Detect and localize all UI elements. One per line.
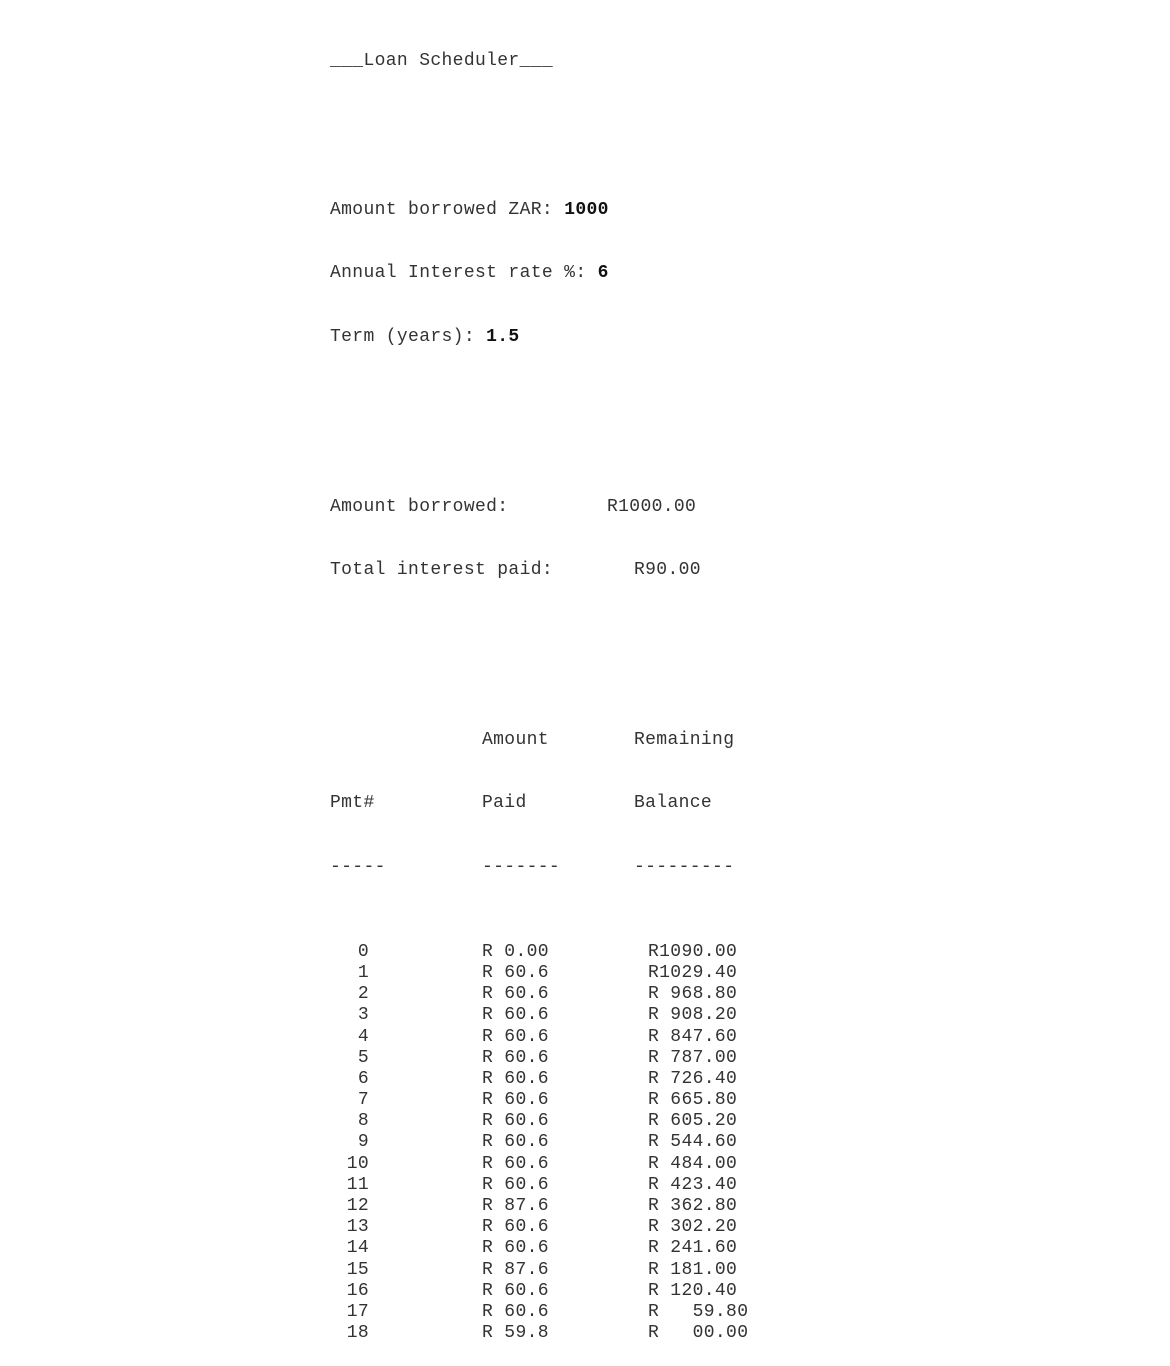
summary-interest-label: Total interest paid: [330,560,554,581]
row-remaining-balance: R 484.00 [648,1153,738,1174]
row-remaining-balance: R 120.40 [648,1280,738,1301]
row-remaining-balance: R 362.80 [648,1196,738,1216]
row-amount-paid: R 0.00 [482,941,549,962]
table-divider [330,857,748,878]
table-header-bottom [330,793,748,814]
row-pmt-number: 1 [357,962,369,983]
summary-borrowed-value: R1000.00 [607,496,697,517]
row-remaining-balance: R 59.80 [648,1301,749,1322]
row-remaining-balance: R 665.80 [648,1090,738,1111]
header-pmt: Pmt# [330,793,375,814]
table-row [330,963,748,984]
table-row [330,1196,748,1217]
input-rate-label: Annual Interest rate %: [330,263,598,284]
table-row [330,1111,748,1132]
spacer [330,645,748,666]
row-pmt-number: 16 [346,1280,369,1301]
row-amount-paid: R 60.6 [482,1047,549,1068]
divider-pmt: ----- [330,856,386,877]
header-balance-bottom: Balance [634,793,713,814]
input-amount-label: Amount borrowed ZAR: [330,199,565,220]
row-amount-paid: R 60.6 [482,1090,549,1111]
row-remaining-balance: R 726.40 [648,1068,738,1089]
table-row [330,1217,748,1238]
row-remaining-balance: R1090.00 [648,941,738,962]
row-pmt-number: 3 [357,1005,369,1026]
row-remaining-balance: R 908.20 [648,1005,738,1026]
row-pmt-number: 17 [346,1301,369,1322]
row-amount-paid: R 60.6 [482,1132,549,1153]
row-pmt-number: 6 [357,1068,369,1089]
table-row [330,1048,748,1069]
app-title-line [330,51,748,72]
row-pmt-number: 4 [357,1026,369,1047]
row-pmt-number: 15 [346,1259,369,1280]
row-remaining-balance: R 544.60 [648,1132,738,1153]
table-row [330,1090,748,1111]
header-amount-bottom: Paid [482,793,527,814]
divider-amount: ------- [482,856,561,877]
row-amount-paid: R 60.6 [482,1238,549,1259]
summary-interest-line [330,560,748,581]
row-amount-paid: R 60.6 [482,1068,549,1089]
row-amount-paid: R 60.6 [482,1005,549,1026]
input-term-line [330,327,748,348]
row-pmt-number: 11 [346,1174,369,1195]
row-amount-paid: R 60.6 [482,962,549,983]
summary-borrowed-label: Amount borrowed: [330,496,509,517]
row-pmt-number: 5 [357,1047,369,1068]
row-remaining-balance: R 241.60 [648,1238,738,1259]
row-remaining-balance: R 181.00 [648,1259,738,1280]
row-amount-paid: R 87.6 [482,1259,549,1280]
row-amount-paid: R 60.6 [482,984,549,1005]
table-row [330,942,748,963]
row-remaining-balance: R 968.80 [648,984,738,1005]
row-pmt-number: 14 [346,1238,369,1259]
input-term-label: Term (years): [330,326,487,347]
table-row [330,1260,748,1281]
row-pmt-number: 8 [357,1111,369,1132]
spacer [330,412,748,433]
header-amount-top: Amount [482,729,549,750]
console-output [330,9,748,1366]
row-amount-paid: R 60.6 [482,1280,549,1301]
spacer [330,115,748,136]
row-remaining-balance: R 847.60 [648,1026,738,1047]
row-amount-paid: R 60.6 [482,1111,549,1132]
row-pmt-number: 12 [346,1196,369,1216]
app-title: ___Loan Scheduler___ [330,51,554,72]
row-pmt-number: 18 [346,1323,369,1344]
row-remaining-balance: R1029.40 [648,962,738,983]
table-row [330,1281,748,1302]
row-amount-paid: R 59.8 [482,1323,549,1344]
divider-balance: --------- [634,856,735,877]
input-rate-value: 6 [597,263,609,284]
row-remaining-balance: R 605.20 [648,1111,738,1132]
row-amount-paid: R 60.6 [482,1174,549,1195]
row-remaining-balance: R 787.00 [648,1047,738,1068]
row-pmt-number: 13 [346,1217,369,1238]
row-remaining-balance: R 00.00 [648,1323,749,1344]
summary-interest-value: R90.00 [634,560,701,581]
row-amount-paid: R 60.6 [482,1026,549,1047]
row-pmt-number: 10 [346,1153,369,1174]
table-row [330,1302,748,1323]
table-row [330,1175,748,1196]
row-pmt-number: 2 [357,984,369,1005]
input-amount-line [330,200,748,221]
header-balance-top: Remaining [634,729,735,750]
row-pmt-number: 0 [357,941,369,962]
table-row [330,1069,748,1090]
table-row [330,984,748,1005]
table-row [330,1323,748,1344]
row-pmt-number: 7 [357,1090,369,1111]
row-remaining-balance: R 302.20 [648,1217,738,1238]
summary-borrowed-line [330,497,748,518]
row-amount-paid: R 60.6 [482,1217,549,1238]
input-amount-value: 1000 [564,199,609,220]
row-pmt-number: 9 [357,1132,369,1153]
row-amount-paid: R 60.6 [482,1153,549,1174]
table-row [330,1132,748,1153]
table-row [330,1238,748,1259]
row-remaining-balance: R 423.40 [648,1174,738,1195]
table-header-top [330,730,748,751]
row-amount-paid: R 60.6 [482,1301,549,1322]
table-row [330,1027,748,1048]
table-row [330,1005,748,1026]
input-term-value: 1.5 [486,326,520,347]
schedule-rows [330,942,748,1345]
input-rate-line [330,263,748,284]
table-row [330,1154,748,1175]
row-amount-paid: R 87.6 [482,1196,549,1216]
